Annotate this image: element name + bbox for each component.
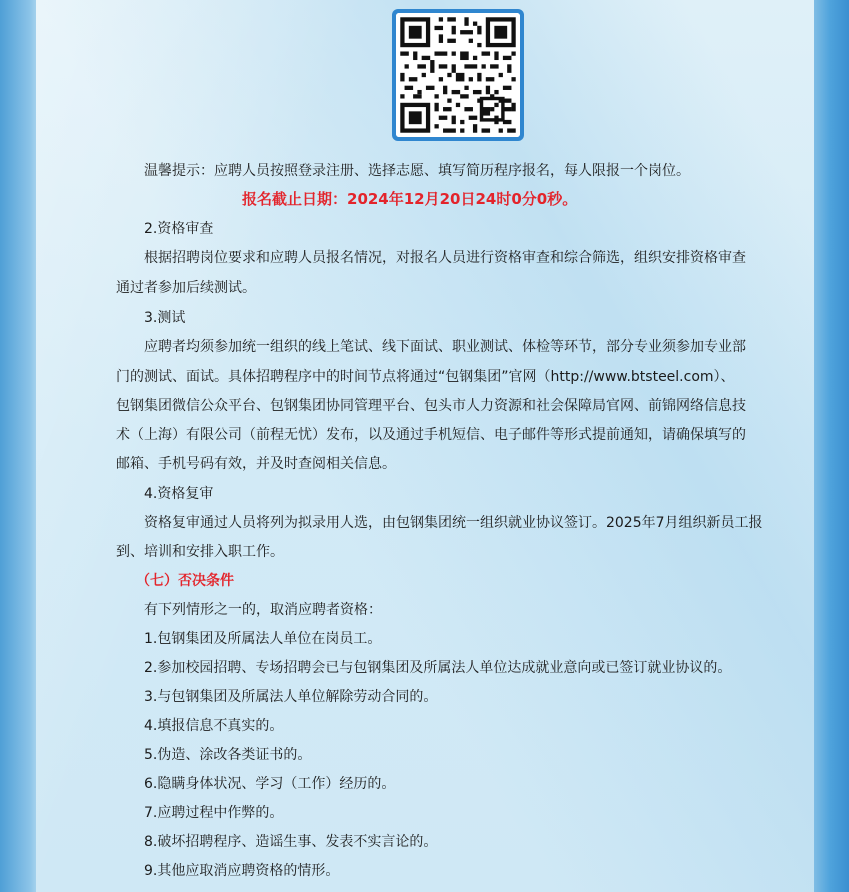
section-2-title: 2.资格审查 xyxy=(144,221,214,237)
section-4-line-1: 资格复审通过人员将列为拟录用人选，由包钢集团统一组织就业协议签订。2025年7月组织新员工报 xyxy=(144,515,763,531)
section-3-line-3: 包钢集团微信公众平台、包钢集团协同管理平台、包头市人力资源和社会保障局官网、前锦网络信息技 xyxy=(116,398,746,414)
section-2-paragraph-line-1: 根据招聘岗位要求和应聘人员报名情况，对报名人员进行资格审查和综合筛选，组织安排资格审查 xyxy=(144,250,746,266)
section-3-title: 3.测试 xyxy=(144,310,186,326)
list-item: 6.隐瞒身体状况、学习（工作）经历的。 xyxy=(144,776,396,792)
tip-text: 温馨提示：应聘人员按照登录注册、选择志愿、填写简历程序报名，每人限报一个岗位。 xyxy=(144,163,690,179)
section-3-line-5: 邮箱、手机号码有效，并及时查阅相关信息。 xyxy=(116,456,396,472)
content-panel xyxy=(36,0,814,892)
list-item: 8.破坏招聘程序、造谣生事、发表不实言论的。 xyxy=(144,834,438,850)
deadline-text: 报名截止日期：2024年12月20日24时0分0秒。 xyxy=(242,190,578,208)
list-item: 5.伪造、涂改各类证书的。 xyxy=(144,747,312,763)
qr-code-frame xyxy=(392,9,524,141)
section-4-title: 4.资格复审 xyxy=(144,486,214,502)
section-3-line-4: 术（上海）有限公司（前程无忧）发布，以及通过手机短信、电子邮件等形式提前通知，请确保填写的 xyxy=(116,427,746,443)
list-item: 2.参加校园招聘、专场招聘会已与包钢集团及所属法人单位达成就业意向或已签订就业协议的。 xyxy=(144,660,732,676)
section-7-intro: 有下列情形之一的，取消应聘者资格： xyxy=(144,602,382,618)
list-item: 7.应聘过程中作弊的。 xyxy=(144,805,284,821)
section-3-line-2: 门的测试、面试。具体招聘程序中的时间节点将通过“包钢集团”官网（http://www.btsteel.com）、 xyxy=(116,369,735,385)
list-item: 3.与包钢集团及所属法人单位解除劳动合同的。 xyxy=(144,689,438,705)
section-4-line-2: 到、培训和安排入职工作。 xyxy=(116,544,284,560)
section-3-line-1: 应聘者均须参加统一组织的线上笔试、线下面试、职业测试、体检等环节，部分专业须参加专业部 xyxy=(144,339,746,355)
list-item: 1.包钢集团及所属法人单位在岗员工。 xyxy=(144,631,382,647)
list-item: 4.填报信息不真实的。 xyxy=(144,718,284,734)
section-7-title: （七）否决条件 xyxy=(136,573,234,589)
list-item: 9.其他应取消应聘资格的情形。 xyxy=(144,863,340,879)
qr-code-image xyxy=(396,13,520,137)
section-2-paragraph-line-2: 通过者参加后续测试。 xyxy=(116,280,256,296)
